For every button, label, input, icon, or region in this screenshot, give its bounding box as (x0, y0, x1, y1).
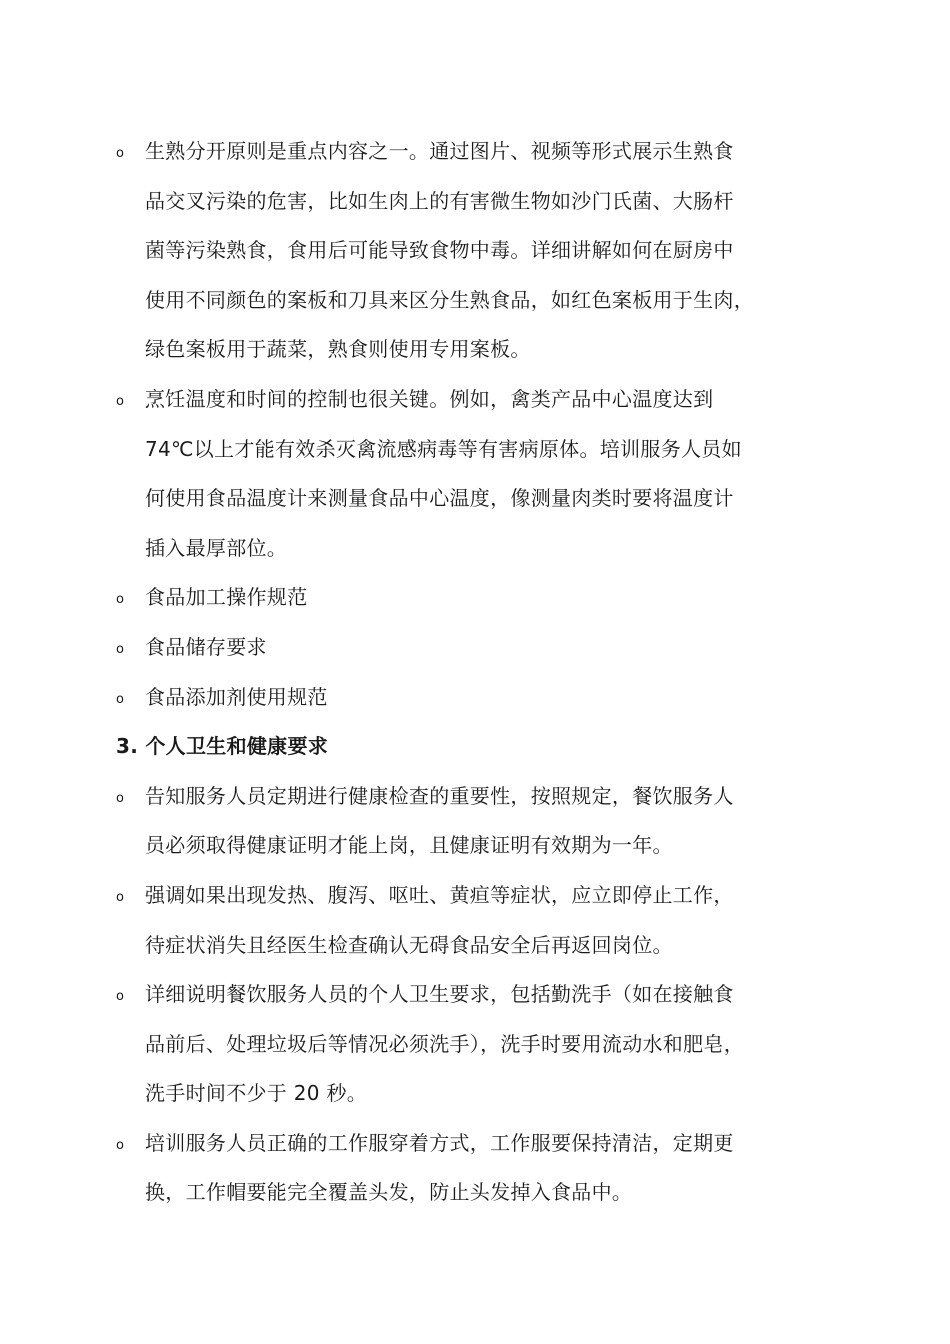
list-item-line: 待症状消失且经医生检查确认无碍食品安全后再返回岗位。 (145, 932, 673, 957)
list-item-line: 洗手时间不少于 20 秒。 (145, 1081, 368, 1106)
list-item-line: 告知服务人员定期进行健康检查的重要性，按照规定，餐饮服务人 (145, 783, 734, 808)
list-item-line: 何使用食品温度计来测量食品中心温度，像测量肉类时要将温度计 (145, 486, 734, 511)
list-item-additive-rules (116, 673, 816, 723)
list-item-line: 菌等污染熟食，食用后可能导致食物中毒。详细讲解如何在厨房中 (145, 238, 734, 263)
list-item-line: 使用不同颜色的案板和刀具来区分生熟食品，如红色案板用于生肉， (145, 287, 754, 312)
section-heading: 3. 个人卫生和健康要求 (116, 734, 329, 759)
list-item-line: 食品储存要求 (145, 634, 267, 659)
list-item-line: 详细说明餐饮服务人员的个人卫生要求，包括勤洗手（如在接触食 (145, 982, 734, 1007)
bullet-marker: o (116, 393, 125, 409)
list-item-cross-contamination (116, 127, 816, 375)
document-body (116, 127, 816, 1218)
list-item-line: 品交叉污染的危害，比如生肉上的有害微生物如沙门氏菌、大肠杆 (145, 188, 734, 213)
bullet-marker: o (116, 146, 125, 161)
list-item-line: 食品添加剂使用规范 (145, 684, 328, 709)
list-item-line: 插入最厚部位。 (145, 535, 288, 560)
list-item-hand-washing (116, 970, 816, 1119)
bullet-marker: o (116, 790, 125, 806)
list-item-processing-rules (116, 573, 816, 623)
bullet-marker: o (116, 641, 125, 657)
bullet-marker: o (116, 989, 125, 1005)
list-item-line: 换，工作帽要能完全覆盖头发，防止头发掉入食品中。 (145, 1180, 633, 1205)
list-item-work-clothes (116, 1119, 816, 1218)
list-item-storage-requirements (116, 623, 816, 673)
list-item-line: 烹饪温度和时间的控制也很关键。例如，禽类产品中心温度达到 (145, 386, 714, 411)
list-item-line: 品前后、处理垃圾后等情况必须洗手），洗手时要用流动水和肥皂， (145, 1031, 744, 1056)
list-item-line: 绿色案板用于蔬菜，熟食则使用专用案板。 (145, 337, 531, 362)
list-item-line: 74℃以上才能有效杀灭禽流感病毒等有害病原体。培训服务人员如 (145, 436, 742, 461)
list-item-line: 食品加工操作规范 (145, 585, 308, 610)
list-item-symptoms (116, 871, 816, 970)
bullet-marker: o (116, 592, 125, 608)
list-item-line: 生熟分开原则是重点内容之一。通过图片、视频等形式展示生熟食 (145, 139, 734, 163)
bullet-marker: o (116, 889, 125, 905)
bullet-marker: o (116, 1137, 125, 1153)
list-item-line: 培训服务人员正确的工作服穿着方式，工作服要保持清洁，定期更 (145, 1130, 734, 1155)
list-item-line: 强调如果出现发热、腹泻、呕吐、黄疸等症状，应立即停止工作， (145, 882, 734, 907)
list-item-cooking-temperature (116, 375, 816, 573)
bullet-marker: o (116, 691, 125, 707)
list-item-health-check (116, 772, 816, 871)
list-item-line: 员必须取得健康证明才能上岗，且健康证明有效期为一年。 (145, 833, 673, 858)
